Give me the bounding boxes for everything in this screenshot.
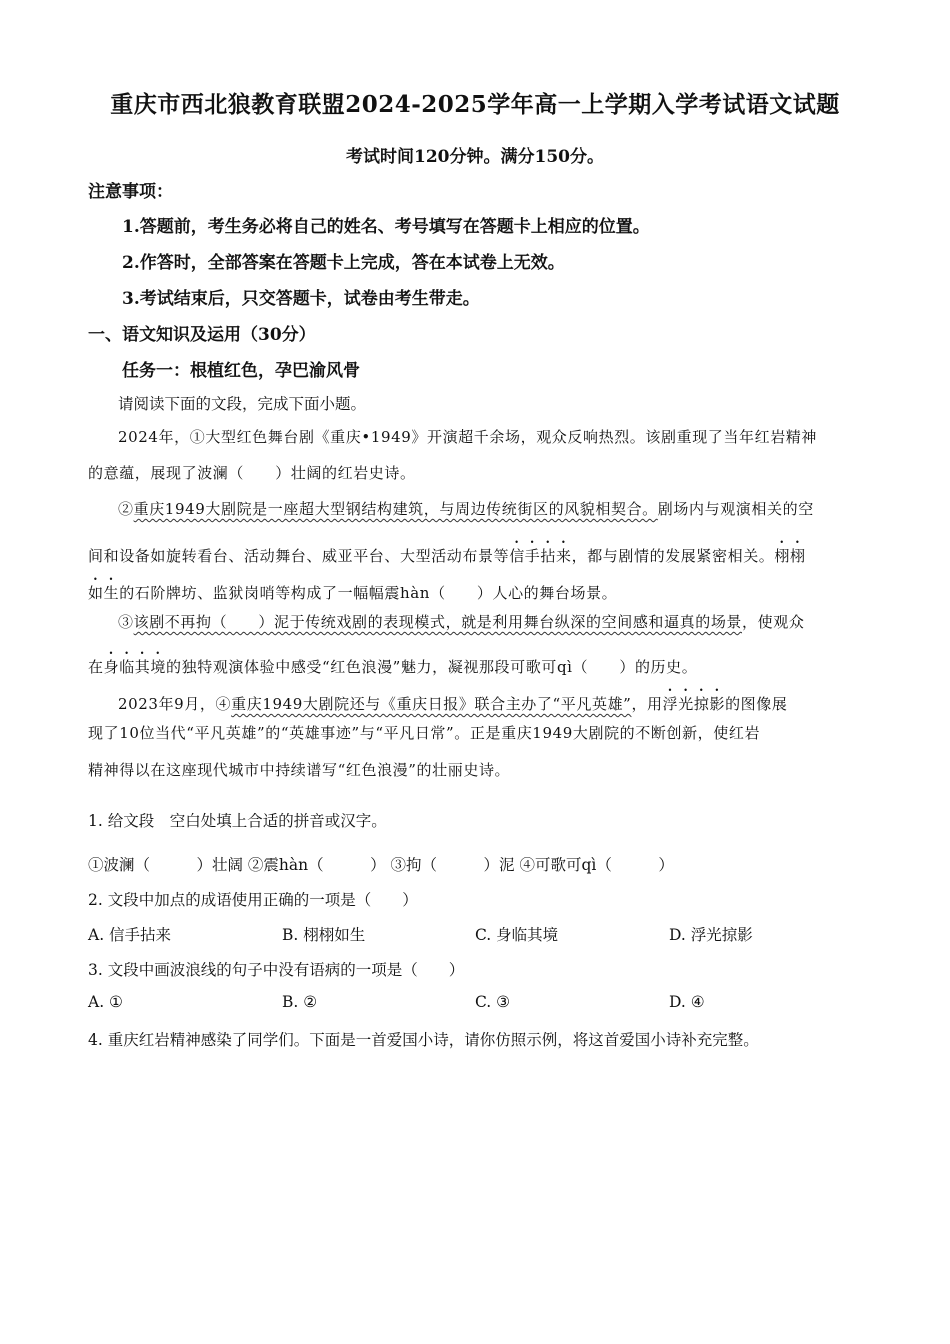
question-3: 3. 文段中画波浪线的句子中没有语病的一项是（ ）: [88, 961, 465, 979]
wavy-sentence-4: 重庆1949大剧院还与《重庆日报》联合主办了“平凡英雄”: [231, 695, 632, 713]
section-heading: 一、语文知识及运用（30分）: [88, 325, 316, 345]
wavy-sentence-3: 该剧不再拘（ ）泥于传统戏剧的表现模式，就是利用舞台纵深的空间感和逼真的场景: [133, 613, 743, 631]
q3-option-c: C. ③: [475, 993, 511, 1011]
passage-line: 现了10位当代“平凡英雄”的“英雄事迹”与“平凡日常”。正是重庆1949大剧院的不断创新，使红岩: [88, 724, 761, 742]
passage-intro: 请阅读下面的文段，完成下面小题。: [118, 395, 367, 413]
q2-option-c: C. 身临其境: [475, 926, 559, 944]
passage-text: 的独特观演体验中感受“红色浪漫”魅力，凝视那段可歌可qì（ ）的历史。: [166, 658, 698, 676]
question-1: 1. 给文段 空白处填上合适的拼音或汉字。: [88, 812, 387, 830]
note-item: 3.考试结束后，只交答题卡，试卷由考生带走。: [122, 289, 480, 309]
q3-option-b: B. ②: [282, 993, 318, 1011]
passage-line: [118, 611, 804, 632]
question-4: 4. 重庆红岩精神感染了同学们。下面是一首爱国小诗，请你仿照示例，将这首爱国小诗补充完整。: [88, 1031, 759, 1049]
note-item: 1.答题前，考生务必将自己的姓名、考号填写在答题卡上相应的位置。: [122, 217, 650, 237]
sentence-marker: ②: [118, 500, 134, 518]
dotted-idiom-c: 身临其境: [103, 658, 167, 676]
passage-text: ，都与剧情的发展紧密相关。: [571, 547, 775, 565]
dotted-idiom-b-part1: 栩栩: [774, 547, 806, 565]
passage-line: [88, 575, 617, 603]
dotted-idiom-b-part2: 如生: [88, 584, 120, 602]
passage-line: [118, 498, 814, 519]
passage-line: [88, 649, 697, 677]
note-item: 2.作答时，全部答案在答题卡上完成，答在本试卷上无效。: [122, 253, 565, 273]
passage-text: ，使观众: [742, 613, 805, 631]
passage-text: 的图像展: [725, 695, 788, 713]
dotted-idiom-d: 浮光掠影: [662, 695, 726, 713]
passage-text: 2023年9月，④: [118, 695, 232, 713]
sentence-marker: ③: [118, 613, 134, 631]
passage-line: 的意蕴，展现了波澜（ ）壮阔的红岩史诗。: [88, 464, 416, 482]
question-1-blanks: ①波澜（ ）壮阔 ②震hàn（ ） ③拘（ ）泥 ④可歌可qì（ ）: [88, 856, 674, 874]
wavy-sentence-2: 重庆1949大剧院是一座超大型钢结构建筑，与周边传统街区的风貌相契合。: [133, 500, 658, 518]
passage-text: 在: [88, 658, 104, 676]
notes-heading: 注意事项：: [88, 182, 173, 202]
q2-option-d: D. 浮光掠影: [669, 926, 753, 944]
q2-option-a: A. 信手拈来: [88, 926, 172, 944]
question-2: 2. 文段中加点的成语使用正确的一项是（ ）: [88, 891, 418, 909]
exam-title: 重庆市西北狼教育联盟2024-2025学年高一上学期入学考试语文试题: [110, 91, 840, 118]
exam-subtitle: 考试时间120分钟。满分150分。: [346, 147, 604, 167]
passage-line: [118, 686, 787, 714]
passage-line: 2024年，①大型红色舞台剧《重庆•1949》开演超千余场，观众反响热烈。该剧重现了当年红岩精神: [118, 428, 817, 446]
q3-option-d: D. ④: [669, 993, 705, 1011]
q2-option-b: B. 栩栩如生: [282, 926, 366, 944]
passage-line: 精神得以在这座现代城市中持续谱写“红色浪漫”的壮丽史诗。: [88, 761, 511, 779]
task-heading: 任务一：根植红色，孕巴渝风骨: [122, 361, 360, 381]
passage-text: 剧场内与观演相关的空: [657, 500, 814, 518]
passage-text: 间和设备如旋转看台、活动舞台、威亚平台、大型活动布景等: [88, 547, 510, 565]
passage-line: [88, 538, 806, 566]
dotted-idiom-a: 信手拈来: [509, 547, 572, 565]
q3-option-a: A. ①: [88, 993, 123, 1011]
passage-text: 的石阶牌坊、监狱岗哨等构成了一幅幅震hàn（ ）人心的舞台场景。: [119, 584, 618, 602]
passage-text: ，用: [631, 695, 663, 713]
